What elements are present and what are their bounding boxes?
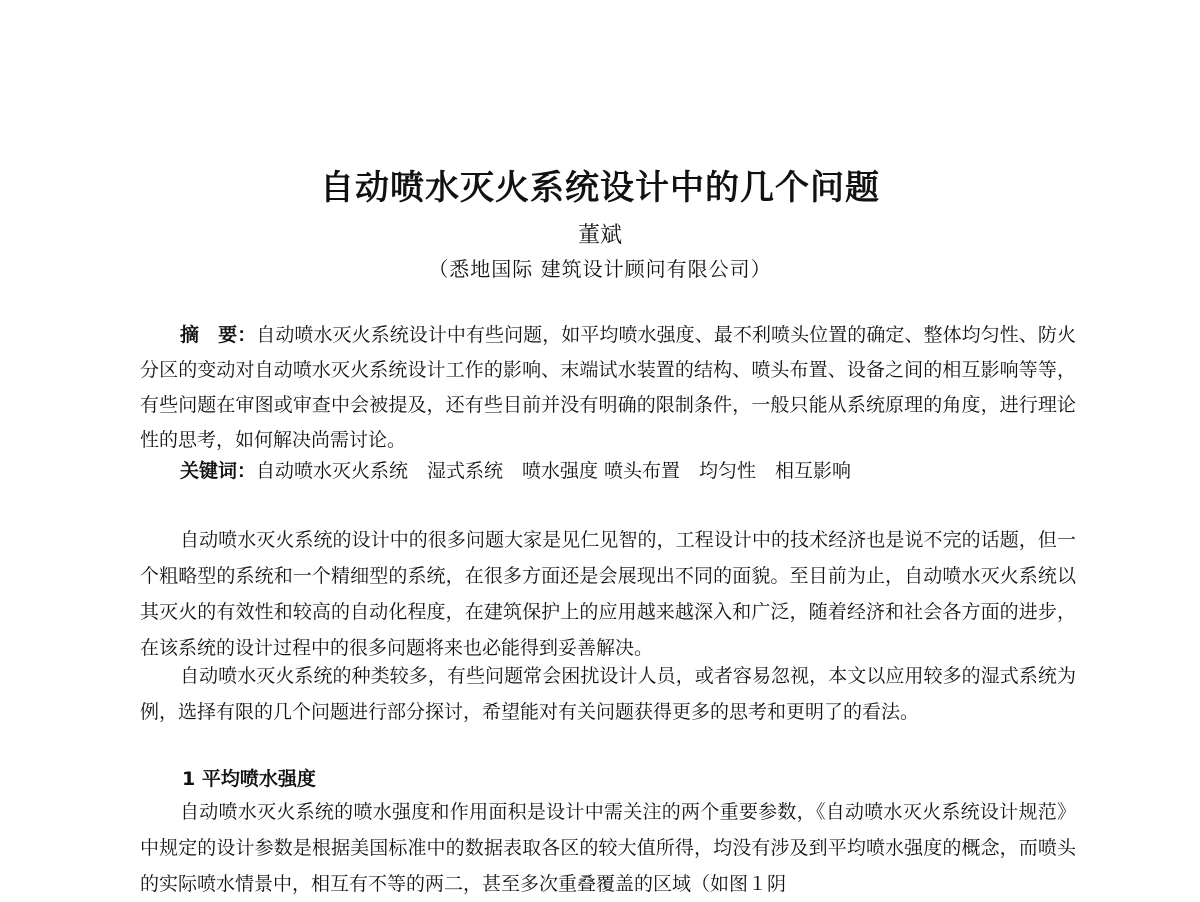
abstract-text: 自动喷水灭火系统设计中有些问题，如平均喷水强度、最不利喷头位置的确定、整体均匀性、防火分区的变动对自动喷水灭火系统设计工作的影响、末端试水装置的结构、喷头布置、设备之间的相互影响等等，有些问题在审图或审查中会被提及，还有些目前并没有明确的限制条件，一般只能从系统原理的角度，进行理论性的思考，如何解决尚需讨论。 [140, 324, 1076, 451]
body-paragraph-1: 自动喷水灭火系统的设计中的很多问题大家是见仁见智的，工程设计中的技术经济也是说不完的话题，但一个粗略型的系统和一个精细型的系统，在很多方面还是会展现出不同的面貌。至目前为止，自动喷水灭火系统以其灭火的有效性和较高的自动化程度，在建筑保护上的应用越来越深入和广泛，随着经济和社会各方面的进步，在该系统的设计过程中的很多问题将来也必能得到妥善解决。 [140, 529, 1076, 659]
keywords-label: 关键词： [180, 460, 257, 482]
abstract-block [140, 318, 1076, 458]
abstract-label: 摘 要： [180, 324, 257, 346]
keywords-text: 自动喷水灭火系统 湿式系统 喷水强度 喷头布置 均匀性 相互影响 [256, 460, 852, 482]
paper-title: 自动喷水灭火系统设计中的几个问题 [320, 168, 880, 208]
author-affiliation: （悉地国际 建筑设计顾问有限公司） [428, 257, 772, 281]
author-name: 董斌 [577, 223, 622, 248]
section-heading-1: 1 平均喷水强度 [182, 768, 316, 790]
body-paragraph-3: 自动喷水灭火系统的喷水强度和作用面积是设计中需关注的两个重要参数，《自动喷水灭火系统设计规范》中规定的设计参数是根据美国标准中的数据表取各区的较大值所得，均没有涉及到平均喷水强度的概念，而喷头的实际喷水情景中，相互有不等的两二，甚至多次重叠覆盖的区域（如图１阴 [140, 801, 1076, 895]
body-paragraph-2: 自动喷水灭火系统的种类较多，有些问题常会困扰设计人员，或者容易忽视，本文以应用较多的湿式系统为例，选择有限的几个问题进行部分探讨，希望能对有关问题获得更多的思考和更明了的看法。 [140, 665, 1076, 723]
keywords-line [180, 456, 1080, 486]
